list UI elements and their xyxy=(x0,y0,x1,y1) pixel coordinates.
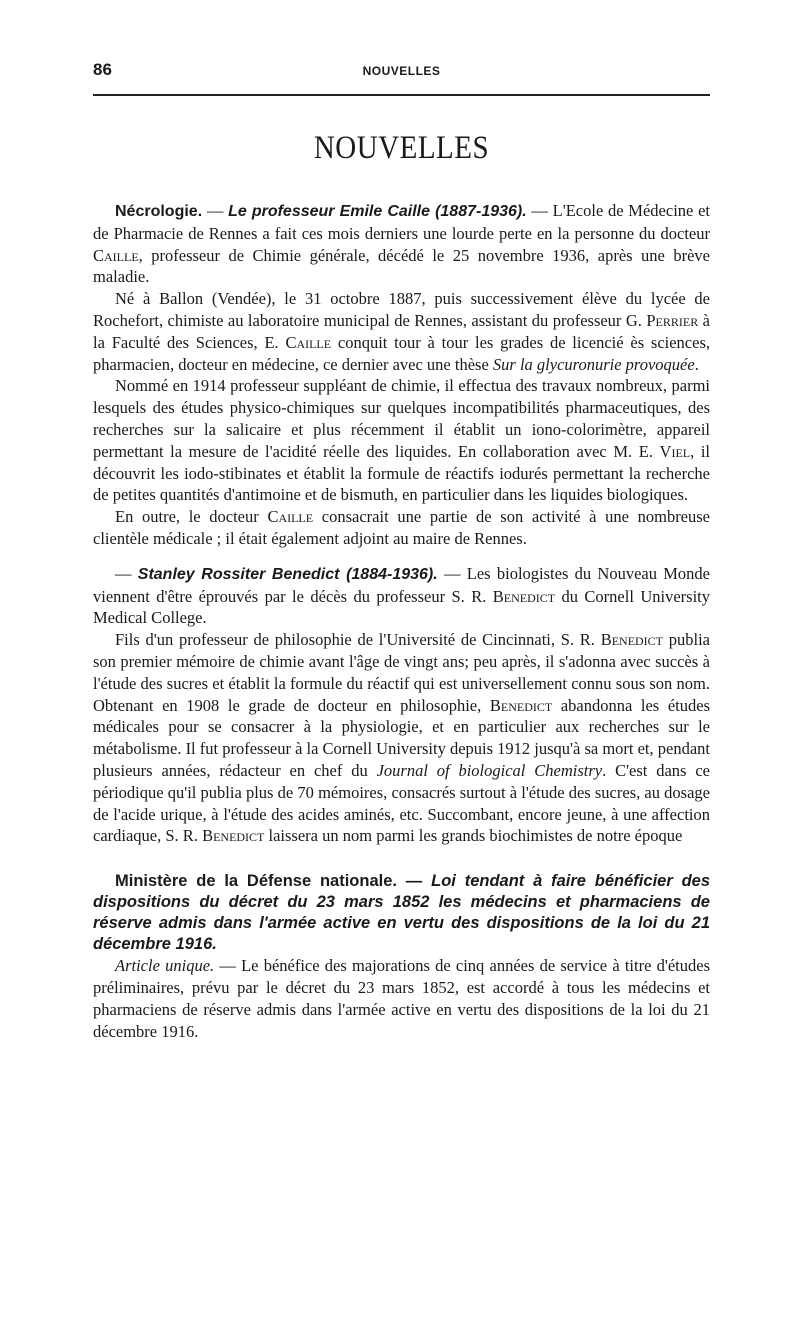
text-run: à la Faculté des Sciences, E. xyxy=(93,310,710,352)
header-rule xyxy=(93,94,710,96)
ministere-article xyxy=(93,955,710,1042)
ministere-title: Loi tendant à faire bénéficier des dispositions du décret du 23 mars 1852 les médecins et pharmaciens de réserve admis dans l'armée active en vertu des dispositions de la loi du 21 décembre 1916. xyxy=(93,872,711,954)
dash: — xyxy=(526,201,553,220)
text-run: En outre, le docteur xyxy=(115,507,268,527)
text-run: Le bénéfice des majorations de cinq années de service à titre d'études préliminaires, prévu par le décret du 23 mars 1852, est accordé à tous les médecins et pharmaciens de réserve admis dans l'armée active en vertu des dispositions de la loi du 21 décembre 1916. xyxy=(93,956,711,1041)
article-body xyxy=(93,200,710,1042)
benedict-paragraph-2 xyxy=(93,629,710,847)
text-run: , professeur de Chimie générale, décédé le 25 novembre 1936, après une brève maladie. xyxy=(93,245,710,287)
text-run: Fils d'un professeur de philosophie de l'Université de Cincinnati, S. R. xyxy=(115,630,601,650)
person-name: Benedict xyxy=(600,630,664,650)
dash: — xyxy=(202,201,229,220)
text-run: Né à Ballon (Vendée), le 31 octobre 1887, puis successivement élève du lycée de Rochefort, chimiste au laboratoire municipal de Rennes, assistant du professeur G. xyxy=(93,289,710,330)
text-run: du Cornell University Medical College. xyxy=(93,586,710,628)
section-spacer xyxy=(93,550,710,563)
text-run: L'Ecole de Médecine et de Pharmacie de Rennes a fait ces mois derniers une lourde perte en la personne du docteur xyxy=(93,201,710,243)
text-run: . xyxy=(694,354,699,374)
person-name: Benedict xyxy=(202,826,265,846)
ministere-heading-paragraph xyxy=(93,871,710,955)
article-label: Article unique. xyxy=(115,956,215,976)
necrologie-heading: Nécrologie. xyxy=(115,203,203,220)
text-run: conquit tour à tour les grades de licencié ès sciences, pharmacien, docteur en médecine, ce dernier avec une thèse xyxy=(93,332,710,374)
necrologie-paragraph-2 xyxy=(93,288,710,375)
necrologie-title: Le professeur Emile Caille (1887-1936). xyxy=(228,203,527,220)
dash: — xyxy=(437,563,467,583)
person-name: Perrier xyxy=(646,310,699,330)
necrologie-paragraph-1 xyxy=(93,200,710,288)
text-run: laissera un nom parmi les grands biochimistes de notre époque xyxy=(264,826,683,846)
text-run: , il découvrit les iodo-stibinates et établit la formule de réactifs iodurés permettant la recherche de petites quantités d'antimoine et de bismuth, en particulier dans les liquides biologiques. xyxy=(93,441,710,505)
text-run: abandonna les études médicales pour se consacrer à la physiologie, et en particulier aux recherches sur le métabolisme. Il fut professeur à la Cornell University depuis 1912 jusqu'à sa mort et, pendant plusieurs années, rédacteur en chef du xyxy=(93,695,711,780)
necrologie-paragraph-3 xyxy=(93,375,710,506)
journal-title: Journal of biological Chemistry xyxy=(376,760,603,780)
text-run: Les biologistes du Nouveau Monde viennent d'être éprouvés par le décès du professeur S. R. xyxy=(93,563,711,606)
page-number: 86 xyxy=(93,60,112,79)
text-run: publia son premier mémoire de chimie avant l'âge de vingt ans; peu après, il s'adonna avec succès à l'étude des sucres et établit la formule du réactif qui est universellement connu sous son nom. Obtenant en 1908 le grade de docteur en philosophie, xyxy=(93,630,710,715)
text-run: consacrait une partie de son activité à une nombreuse clientèle médicale ; il était également adjoint au maire de Rennes. xyxy=(93,507,711,548)
page-title: NOUVELLES xyxy=(313,130,490,166)
thesis-title: Sur la glycuronurie provoquée xyxy=(492,354,695,374)
ministere-heading: Ministère de la Défense nationale. xyxy=(115,872,397,891)
running-title: NOUVELLES xyxy=(362,64,441,78)
benedict-paragraph-1 xyxy=(93,563,710,629)
necrologie-paragraph-4 xyxy=(93,506,710,550)
page-header xyxy=(93,58,710,94)
text-run: . C'est dans ce périodique qu'il publia plus de 70 mémoires, consacrés surtout à l'étude des sucres, au dosage de l'acide urique, à l'étude des acides aminés, etc. Succombant, encore jeune, à une affection cardiaque, S. R. xyxy=(93,760,710,846)
person-name: Caille xyxy=(285,332,332,352)
dash: — xyxy=(115,563,138,583)
person-name: Caille xyxy=(267,507,314,527)
person-name: Benedict xyxy=(489,695,553,715)
dash: — xyxy=(214,956,242,976)
dash: — xyxy=(396,872,432,891)
person-name: Caille xyxy=(93,245,139,265)
person-name: Viel xyxy=(659,441,691,461)
section-spacer xyxy=(93,847,710,871)
person-name: Benedict xyxy=(492,586,556,606)
text-run: Nommé en 1914 professeur suppléant de chimie, il effectua des travaux nombreux, parmi lesquels des études physico-chimiques sur quelques incompatibilités pharmaceutiques, des recherches sur la salicaire et plus récemment il établit un iono-colorimètre, appareil permettant la mesure de l'acidité réelle des liquides. En collaboration avec M. E. xyxy=(93,376,710,461)
benedict-title: Stanley Rossiter Benedict (1884-1936). xyxy=(137,565,438,583)
